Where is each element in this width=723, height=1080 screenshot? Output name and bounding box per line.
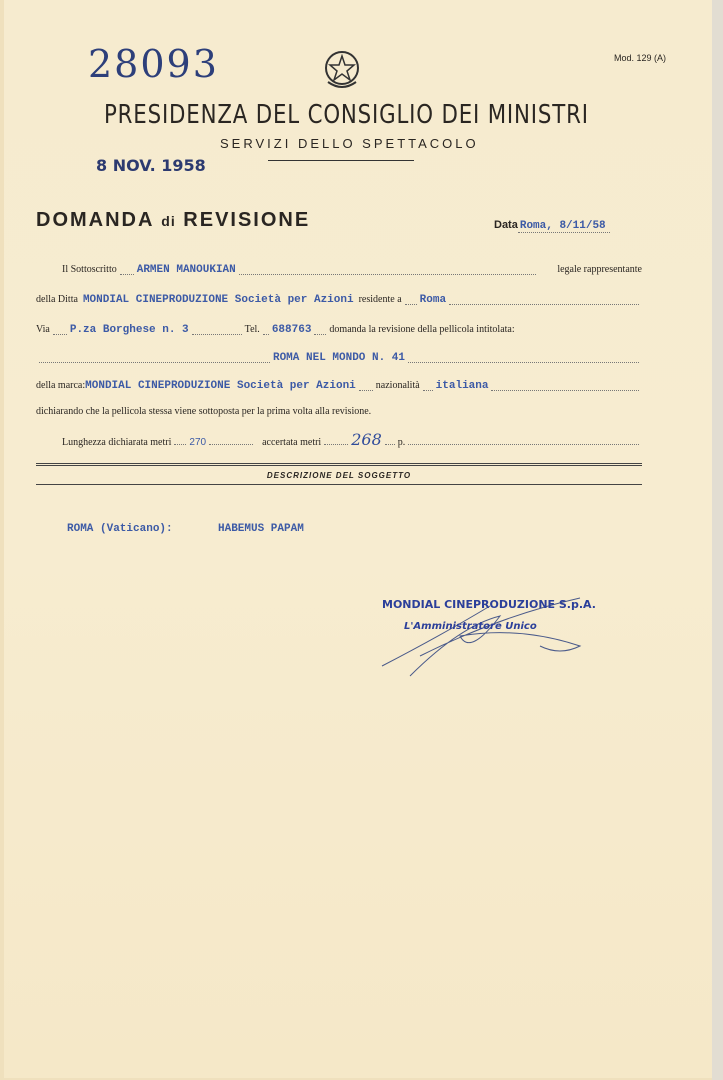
description-heading: DESCRIZIONE DEL SOGGETTO: [266, 471, 412, 480]
ditta-value: MONDIAL CINEPRODUZIONE Società per Azioni: [82, 294, 354, 306]
marca-label: della marca:: [36, 380, 86, 391]
date-field: [494, 218, 610, 233]
marca-row: [36, 376, 642, 396]
received-date-stamp: 8 NOV. 1958: [96, 156, 206, 175]
stamp-role: L'Amministratore Unico: [404, 621, 537, 632]
legale-label: legale rappresentante: [557, 264, 642, 275]
accertata-value-handwritten: 268: [351, 430, 382, 449]
subject-title: HABEMUS PAPAM: [218, 523, 304, 535]
protocol-number-stamp: 28093: [88, 42, 219, 86]
company-signature-stamp: [380, 596, 596, 686]
page-edge: [712, 0, 723, 1080]
via-row: [36, 320, 642, 340]
declaration-text: dichiarando che la pellicola stessa viene sottoposta per la prima volta alla revisione.: [36, 406, 372, 417]
date-label: Data: [494, 219, 518, 231]
lunghezza-row: [62, 430, 642, 450]
residente-label: residente a: [358, 294, 402, 305]
nazionalita-label: nazionalità: [375, 380, 420, 391]
ditta-row: [36, 290, 642, 310]
film-title: ROMA NEL MONDO N. 41: [272, 352, 406, 364]
heading-main: DOMANDA: [36, 209, 154, 231]
sottoscritto-row: [62, 260, 642, 280]
via-value: P.za Borghese n. 3: [69, 324, 189, 336]
ditta-label: della Ditta: [36, 294, 78, 305]
sottoscritto-value: ARMEN MANOUKIAN: [136, 264, 236, 276]
via-label: Via: [36, 324, 50, 335]
subtitle-rule: [268, 160, 414, 161]
tel-label: Tel.: [244, 324, 260, 335]
film-title-row: [36, 348, 642, 368]
italian-emblem-icon: [322, 46, 362, 92]
p-label: p.: [397, 437, 406, 448]
heading-end: REVISIONE: [183, 209, 311, 231]
residente-value: Roma: [419, 294, 447, 306]
subject-place: ROMA (Vaticano):: [67, 523, 173, 535]
institution-title: PRESIDENZA DEL CONSIGLIO DEI MINISTRI: [104, 100, 589, 130]
department-subtitle: SERVIZI DELLO SPETTACOLO: [220, 136, 479, 151]
date-value: Roma, 8/11/58: [518, 220, 610, 233]
lunghezza-label: Lunghezza dichiarata metri: [62, 437, 172, 448]
sottoscritto-label: Il Sottoscritto: [62, 264, 117, 275]
accertata-label: accertata metri: [262, 437, 322, 448]
nazionalita-value: italiana: [435, 380, 489, 392]
form-model-code: Mod. 129 (A): [614, 53, 667, 63]
form-heading: [36, 208, 310, 233]
domanda-text: domanda la revisione della pellicola intitolata:: [329, 324, 515, 335]
marca-value: MONDIAL CINEPRODUZIONE Società per Azioni: [85, 380, 356, 392]
lunghezza-value: 270: [189, 437, 207, 448]
tel-value: 688763: [271, 324, 312, 336]
declaration-row: [36, 402, 642, 422]
section-rule-top: [36, 463, 642, 466]
section-rule-bottom: [36, 484, 642, 485]
stamp-company: MONDIAL CINEPRODUZIONE S.p.A.: [382, 598, 596, 611]
heading-di: di: [161, 213, 176, 229]
